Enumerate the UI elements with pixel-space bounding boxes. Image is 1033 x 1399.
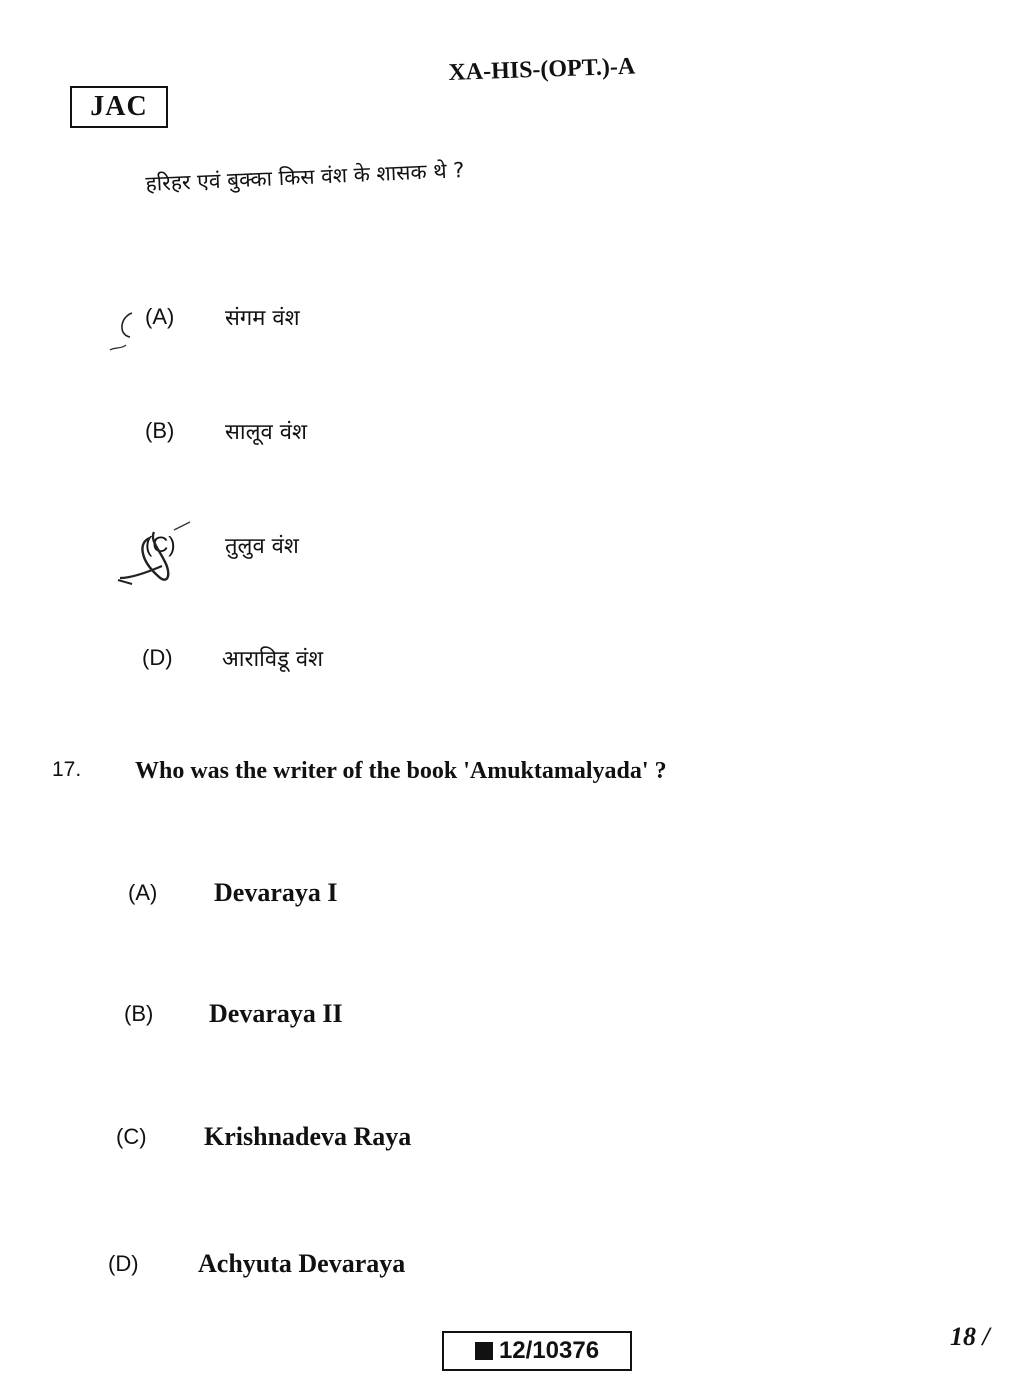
option-text: संगम वंश xyxy=(225,306,300,331)
option-label: (A) xyxy=(145,304,175,329)
option-label: (D) xyxy=(108,1251,139,1276)
booklet-code-box xyxy=(442,1331,632,1371)
page-number: 18 / xyxy=(950,1322,990,1351)
pen-cross-mark xyxy=(110,520,220,600)
option-text: आराविडू वंश xyxy=(222,647,324,672)
square-bullet-icon xyxy=(475,1342,493,1360)
jac-label-box xyxy=(70,86,168,128)
option-label: (C) xyxy=(116,1124,147,1149)
paper-code: XA-HIS-(OPT.)-A xyxy=(448,53,636,86)
option-text: Krishnadeva Raya xyxy=(204,1122,412,1151)
booklet-code: 12/10376 xyxy=(498,1337,600,1364)
option-label: (D) xyxy=(142,645,173,670)
question-16-hindi-text: हरिहर एवं बुक्का किस वंश के शासक थे ? xyxy=(145,158,465,196)
option-text: Devaraya II xyxy=(209,999,343,1028)
option-label: (C) xyxy=(145,532,176,557)
option-label: (B) xyxy=(124,1001,154,1026)
option-text: सालूव वंश xyxy=(225,420,307,445)
option-label: (B) xyxy=(145,418,175,443)
option-text: Achyuta Devaraya xyxy=(198,1249,406,1278)
option-text: Devaraya I xyxy=(214,878,338,907)
option-text: तुलुव वंश xyxy=(225,534,299,559)
jac-label: JAC xyxy=(90,91,148,122)
option-label: (A) xyxy=(128,880,158,905)
question-number: 17. xyxy=(52,758,82,781)
pen-tick-mark xyxy=(100,295,190,365)
question-text: Who was the writer of the book 'Amuktamalyada' ? xyxy=(135,758,667,784)
